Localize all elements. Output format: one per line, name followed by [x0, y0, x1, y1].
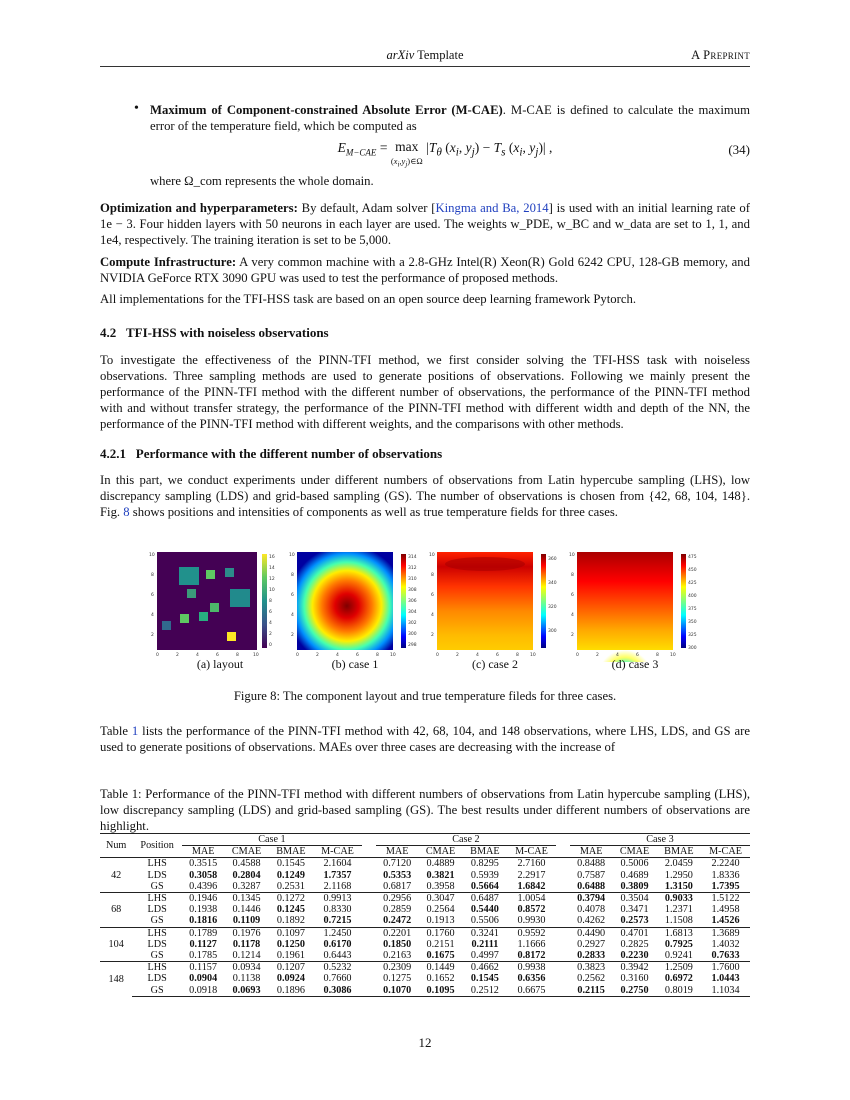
value-cell: 0.2573 [620, 915, 649, 927]
value-cell: 0.2564 [426, 904, 455, 916]
table-row [100, 939, 750, 950]
svg-text:302: 302 [408, 621, 417, 626]
value-cell: 0.1545 [470, 973, 499, 985]
svg-text:12: 12 [269, 577, 275, 582]
value-cell: 1.2371 [664, 904, 693, 916]
value-cell: 0.8330 [323, 904, 352, 916]
svg-text:8: 8 [269, 599, 272, 604]
value-cell: 0.4662 [463, 962, 507, 974]
svg-text:360: 360 [548, 557, 557, 562]
value-cell: 0.6817 [383, 880, 412, 892]
svg-text:6: 6 [151, 593, 154, 598]
value-cell: 0.2472 [383, 915, 412, 927]
value-cell: 0.9592 [507, 927, 556, 939]
value-cell: 0.3047 [418, 893, 462, 905]
value-cell: 2.2240 [701, 858, 750, 870]
value-cell: 0.1109 [232, 915, 261, 927]
position-cell: GS [150, 880, 164, 892]
position-cell: LDS [147, 973, 167, 985]
value-cell: 0.6487 [463, 893, 507, 905]
value-cell: 0.1892 [276, 915, 305, 927]
svg-text:312: 312 [408, 566, 417, 571]
svg-text:10: 10 [530, 653, 536, 658]
implementation-paragraph: All implementations for the TFI-HSS task are based on an open source deep learning framework Pytorch. [100, 292, 637, 306]
value-cell: 1.1666 [517, 938, 546, 950]
table-row [100, 870, 750, 881]
svg-text:4: 4 [269, 621, 272, 626]
svg-text:4: 4 [151, 613, 154, 618]
value-cell: 0.1245 [276, 904, 305, 916]
value-cell: 1.0443 [711, 973, 740, 985]
running-header: arXiv Template [386, 48, 464, 62]
position-cell: LHS [132, 858, 182, 870]
figure-8 [145, 546, 755, 662]
section-4-2-paragraph: To investigate the effectiveness of the PINN-TFI method, we first consider solving the TFI-HSS task with noiseless observations. Three sampling methods are used to generate positions of observations. Following we mainly present the performance of the PINN-TFI method with the different number of observations, the performance of the PINN-TFI method with and without transfer strategy, the performance of the PINN-TFI method with different width and depth of the NN, the performance of the PINN-TFI method with different weights, and the comparisons with other methods. [100, 353, 750, 431]
value-cell: 1.8336 [711, 869, 740, 881]
value-cell: 1.5122 [701, 893, 750, 905]
value-cell: 0.5440 [470, 904, 499, 916]
value-cell: 0.7587 [577, 869, 606, 881]
svg-text:8: 8 [516, 653, 519, 658]
table-row [100, 915, 750, 927]
svg-text:0: 0 [576, 653, 579, 658]
value-cell: 0.6443 [323, 950, 352, 962]
value-cell: 0.8572 [517, 904, 546, 916]
value-cell: 0.2151 [426, 938, 455, 950]
svg-text:0: 0 [296, 653, 299, 658]
svg-text:10: 10 [569, 553, 575, 558]
num-cell: 68 [100, 893, 132, 928]
section-heading-4-2-1: 4.2.1 Performance with the different number of observations [100, 446, 443, 461]
value-cell: 2.0459 [657, 858, 701, 870]
subcaption-b: (b) case 1 [331, 657, 379, 671]
value-cell: 0.2750 [612, 985, 656, 997]
value-cell: 1.7357 [323, 869, 352, 881]
value-cell: 0.2531 [276, 880, 305, 892]
svg-text:425: 425 [688, 581, 697, 586]
panel-layout [157, 552, 267, 650]
value-cell: 2.1168 [323, 880, 352, 892]
value-cell: 0.5006 [612, 858, 656, 870]
value-cell: 0.0924 [276, 973, 305, 985]
value-cell: 1.4958 [711, 904, 740, 916]
table-row [100, 893, 750, 905]
value-cell: 0.1785 [189, 950, 218, 962]
value-cell: 0.3504 [612, 893, 656, 905]
value-cell: 0.3942 [612, 962, 656, 974]
table-row [100, 962, 750, 974]
svg-text:4: 4 [196, 653, 199, 658]
position-cell: LHS [132, 962, 182, 974]
subcaption-a: (a) layout [196, 657, 244, 671]
table-row [100, 985, 750, 997]
value-cell: 1.2509 [657, 962, 701, 974]
col-num: Num [100, 834, 132, 858]
value-cell: 0.1652 [426, 973, 455, 985]
value-cell: 0.1850 [383, 938, 412, 950]
value-cell: 0.0918 [182, 985, 224, 997]
position-cell: LDS [147, 869, 167, 881]
col-position: Position [132, 834, 182, 858]
svg-text:10: 10 [253, 653, 259, 658]
svg-text:16: 16 [269, 555, 275, 560]
value-cell: 0.8488 [570, 858, 612, 870]
value-cell: 0.4689 [620, 869, 649, 881]
value-cell: 0.5939 [470, 869, 499, 881]
citation-link[interactable]: Kingma and Ba, 2014 [435, 201, 549, 215]
value-cell: 0.1976 [224, 927, 268, 939]
value-cell: 0.2163 [383, 950, 412, 962]
value-cell: 1.1508 [664, 915, 693, 927]
value-cell: 0.1249 [276, 869, 305, 881]
value-cell: 0.3809 [620, 880, 649, 892]
value-cell: 0.0693 [224, 985, 268, 997]
value-cell: 0.9033 [657, 893, 701, 905]
table-row [100, 973, 750, 984]
value-cell: 0.8019 [657, 985, 701, 997]
svg-text:300: 300 [688, 646, 697, 651]
value-cell: 0.1816 [189, 915, 218, 927]
results-table: Num Position Case 1 Case 2 Case 3 MAE CMAE BMAE M-CAE MAE CMAE BMAE M-CAE MAE CMAE BMAE M-CAE 42 LHS 0.3515 0.4588 0.1545 2.1604 0.7120 0.4889 0.8295 2.7160 0.8488 0.5006 2.0459 2.2240 LDS 0.3058 0.2804 0.1249 1.7357 0.5353 0.3821 0.5939 2.2917 0.7587 0.4689 1.2950 1.8336 GS 0.4396 0.3287 0.2531 2.1168 0.6817 0.3958 0.5664 1.6842 0.6488 0.3809 1.3150 1.7395 68 LHS 0.1946 0.1345 0.1272 0.9913 0.2956 0.3047 0.6487 1.0054 0.3794 0.3504 0.9033 1.5122 LDS 0.1938 0.1446 0.1245 0.8330 0.2859 0.2564 0.5440 0.8572 0.4078 0.3471 1.2371 1.4958 GS 0.1816 0.1109 0.1892 0.7215 0.2472 0.1913 0.5506 0.9930 0.4262 0.2573 1.1508 1.4526 104 LHS 0.1789 0.1976 0.1097 1.2450 0.2201 0.1760 0.3241 0.9592 0.4490 0.4701 1.6813 1.3689 LDS 0.1127 0.1178 0.1250 0.6170 0.1850 0.2151 0.2111 1.1666 0.2927 0.2825 0.7925 1.4032 GS 0.1785 0.1214 0.1961 0.6443 0.2163 0.1675 0.4997 0.8172 0.2833 0.2230 0.9241 0.7633 148 LHS 0.1157 0.0934 0.1207 0.5232 0.2309 0.1449 0.4662 0.9938 0.3823 0.3942 1.2509 1.7600 LDS 0.0904 0.1138 0.0924 0.7660 0.1275 0.1652 0.1545 0.6356 0.2562 0.3160 0.6972 1.0443 GS 0.0918 0.0693 0.1896 0.3086 0.1070 0.1095 0.2512 0.6675 0.2115 0.2750 0.8019 1.1034 [100, 833, 750, 997]
value-cell: 0.7925 [664, 938, 693, 950]
position-cell: LDS [147, 904, 167, 916]
value-cell: 0.3287 [232, 880, 261, 892]
svg-text:8: 8 [151, 573, 154, 578]
value-cell: 0.0904 [189, 973, 218, 985]
value-cell: 0.2859 [383, 904, 412, 916]
num-cell: 104 [100, 927, 132, 962]
value-cell: 0.7660 [323, 973, 352, 985]
subcaption-c: (c) case 2 [472, 657, 518, 671]
svg-text:4: 4 [571, 613, 574, 618]
svg-text:8: 8 [236, 653, 239, 658]
value-cell: 0.7633 [711, 950, 740, 962]
value-cell: 0.1345 [224, 893, 268, 905]
value-cell: 0.3958 [426, 880, 455, 892]
svg-text:314: 314 [408, 555, 417, 560]
svg-text:450: 450 [688, 568, 697, 573]
value-cell: 0.5664 [470, 880, 499, 892]
value-cell: 0.2201 [376, 927, 418, 939]
table-ref-link[interactable]: 1 [131, 724, 139, 738]
svg-text:2: 2 [596, 653, 599, 658]
svg-text:300: 300 [548, 629, 557, 634]
value-cell: 0.6170 [323, 938, 352, 950]
value-cell: 0.3821 [426, 869, 455, 881]
svg-text:10: 10 [149, 553, 155, 558]
svg-text:8: 8 [291, 573, 294, 578]
section-4-2-1-paragraph: In this part, we conduct experiments under different numbers of observations from Latin hypercube sampling (LHS), low discrepancy sampling (LDS) and grid-based sampling (GS). The number of observations is chosen from {42, 68, 104, 148}. Fig. 8 shows positions and intensities of components as well as true temperature fields for three cases. [100, 473, 750, 519]
value-cell: 1.2950 [664, 869, 693, 881]
value-cell: 0.1214 [232, 950, 261, 962]
value-cell: 0.4078 [577, 904, 606, 916]
value-cell: 0.1138 [232, 973, 261, 985]
value-cell: 0.6675 [507, 985, 556, 997]
value-cell: 0.1760 [418, 927, 462, 939]
svg-text:2: 2 [316, 653, 319, 658]
table-row [100, 927, 750, 939]
value-cell: 0.6488 [577, 880, 606, 892]
value-cell: 0.3515 [182, 858, 224, 870]
value-cell: 0.8172 [517, 950, 546, 962]
svg-text:6: 6 [636, 653, 639, 658]
value-cell: 0.2115 [570, 985, 612, 997]
svg-text:4: 4 [291, 613, 294, 618]
value-cell: 2.1604 [313, 858, 362, 870]
value-cell: 0.4997 [470, 950, 499, 962]
svg-text:4: 4 [616, 653, 619, 658]
subcaption-d: (d) case 3 [611, 657, 659, 671]
value-cell: 0.1446 [232, 904, 261, 916]
svg-text:6: 6 [431, 593, 434, 598]
value-cell: 0.3160 [620, 973, 649, 985]
col-case-2: Case 2 [376, 834, 556, 846]
position-cell: GS [150, 915, 164, 927]
value-cell: 0.1449 [418, 962, 462, 974]
panel-case-1 [297, 552, 406, 650]
value-cell: 0.1207 [269, 962, 313, 974]
value-cell: 0.3471 [620, 904, 649, 916]
value-cell: 2.2917 [517, 869, 546, 881]
svg-text:298: 298 [408, 643, 417, 648]
svg-text:2: 2 [151, 633, 154, 638]
svg-text:2: 2 [456, 653, 459, 658]
svg-text:2: 2 [176, 653, 179, 658]
value-cell: 0.1178 [232, 938, 261, 950]
compute-paragraph: Compute Infrastructure: A very common machine with a 2.8-GHz Intel(R) Xeon(R) Gold 6242 CPU, 128-GB memory, and NVIDIA GeForce RTX 3090 GPU was used to test the performance of proposed methods. [100, 255, 750, 285]
value-cell: 0.5506 [470, 915, 499, 927]
svg-text:304: 304 [408, 610, 417, 615]
value-cell: 0.9938 [507, 962, 556, 974]
svg-text:2: 2 [571, 633, 574, 638]
value-cell: 0.1675 [426, 950, 455, 962]
value-cell: 1.2450 [313, 927, 362, 939]
svg-text:2: 2 [291, 633, 294, 638]
position-cell: LDS [147, 938, 167, 950]
section-heading-4-2: 4.2 TFI-HSS with noiseless observations [100, 325, 329, 340]
svg-text:310: 310 [408, 577, 417, 582]
value-cell: 0.2956 [376, 893, 418, 905]
value-cell: 1.7600 [701, 962, 750, 974]
value-cell: 1.3150 [664, 880, 693, 892]
value-cell: 0.7120 [376, 858, 418, 870]
value-cell: 1.6842 [517, 880, 546, 892]
value-cell: 0.1127 [189, 938, 217, 950]
panel-case-3 [577, 552, 686, 662]
svg-text:325: 325 [688, 633, 697, 638]
value-cell: 0.3823 [570, 962, 612, 974]
svg-text:10: 10 [670, 653, 676, 658]
value-cell: 0.3086 [313, 985, 362, 997]
value-cell: 0.5232 [313, 962, 362, 974]
position-cell: LHS [132, 893, 182, 905]
svg-text:10: 10 [289, 553, 295, 558]
svg-text:0: 0 [156, 653, 159, 658]
svg-text:350: 350 [688, 620, 697, 625]
svg-text:6: 6 [216, 653, 219, 658]
value-cell: 0.3241 [463, 927, 507, 939]
page-number: 12 [418, 1035, 432, 1050]
value-cell: 1.0054 [507, 893, 556, 905]
value-cell: 0.7215 [323, 915, 352, 927]
preprint-label: A Preprint [691, 48, 750, 62]
value-cell: 1.4032 [711, 938, 740, 950]
svg-text:4: 4 [431, 613, 434, 618]
mcae-definition: Maximum of Component-constrained Absolute Error (M-CAE). M-CAE is defined to calculate the maximum error of the temperature field, which be computed as [150, 103, 750, 133]
svg-text:6: 6 [496, 653, 499, 658]
svg-text:306: 306 [408, 599, 417, 604]
value-cell: 0.1250 [276, 938, 305, 950]
value-cell: 0.1275 [383, 973, 412, 985]
value-cell: 0.9241 [664, 950, 693, 962]
svg-text:10: 10 [390, 653, 396, 658]
value-cell: 0.1545 [269, 858, 313, 870]
position-cell: LHS [132, 927, 182, 939]
svg-text:0: 0 [436, 653, 439, 658]
table-row [100, 881, 750, 893]
equation-number: (34) [728, 142, 750, 157]
value-cell: 0.6972 [664, 973, 693, 985]
value-cell: 2.7160 [507, 858, 556, 870]
svg-text:6: 6 [356, 653, 359, 658]
svg-text:2: 2 [431, 633, 434, 638]
value-cell: 1.4526 [711, 915, 740, 927]
value-cell: 0.2825 [620, 938, 649, 950]
value-cell: 0.6356 [517, 973, 546, 985]
svg-text:475: 475 [688, 555, 697, 560]
value-cell: 0.3058 [189, 869, 218, 881]
svg-text:2: 2 [269, 632, 272, 637]
value-cell: 0.8295 [463, 858, 507, 870]
value-cell: 0.4490 [570, 927, 612, 939]
panel-case-2 [437, 552, 546, 650]
num-cell: 148 [100, 962, 132, 997]
table-row [100, 904, 750, 915]
svg-text:8: 8 [376, 653, 379, 658]
value-cell: 0.1789 [182, 927, 224, 939]
figure-caption: Figure 8: The component layout and true temperature fileds for three cases. [233, 689, 617, 703]
bullet-dot: • [134, 101, 139, 116]
value-cell: 0.1095 [418, 985, 462, 997]
value-cell: 1.3689 [701, 927, 750, 939]
value-cell: 1.6813 [657, 927, 701, 939]
value-cell: 0.1961 [276, 950, 305, 962]
value-cell: 0.1946 [182, 893, 224, 905]
svg-text:308: 308 [408, 588, 417, 593]
svg-text:8: 8 [656, 653, 659, 658]
value-cell: 0.5353 [383, 869, 412, 881]
value-cell: 0.2833 [577, 950, 606, 962]
value-cell: 0.1272 [269, 893, 313, 905]
value-cell: 0.9930 [517, 915, 546, 927]
value-cell: 0.2562 [577, 973, 606, 985]
value-cell: 0.9913 [313, 893, 362, 905]
value-cell: 0.4701 [612, 927, 656, 939]
equation-34: $E_{M-CAE} = \max$ $(x_i,y_j)\in\Omega$ $|T_\theta$ ($x_i$, $y_j) - T_s$ ($x_i$, $y_j)|$ , [337, 139, 553, 169]
value-cell: 0.2512 [463, 985, 507, 997]
svg-text:4: 4 [476, 653, 479, 658]
svg-text:400: 400 [688, 594, 697, 599]
value-cell: 0.1938 [189, 904, 218, 916]
value-cell: 0.4588 [224, 858, 268, 870]
value-cell: 0.2230 [620, 950, 649, 962]
table-intro-paragraph: Table 1 lists the performance of the PINN-TFI method with 42, 68, 104, and 148 observations, where LHS, LDS, and GS are used to generate positions of observations. MAEs over three cases are decreasing with the increase of [100, 724, 750, 754]
value-cell: 0.1097 [269, 927, 313, 939]
num-cell: 42 [100, 858, 132, 893]
position-cell: GS [150, 950, 164, 962]
value-cell: 1.1034 [701, 985, 750, 997]
col-case-1: Case 1 [182, 834, 362, 846]
table-caption: Table 1: Performance of the PINN-TFI method with different numbers of observations from Latin hypercube sampling (LHS), low discrepancy sampling (LDS) and grid-based sampling (GS). The best results under different numbers of observations are highlight. [100, 787, 750, 833]
svg-text:10: 10 [269, 588, 275, 593]
value-cell: 0.1070 [376, 985, 418, 997]
svg-text:0: 0 [269, 643, 272, 648]
svg-text:6: 6 [291, 593, 294, 598]
svg-text:340: 340 [548, 581, 557, 586]
svg-text:6: 6 [269, 610, 272, 615]
value-cell: 0.0934 [224, 962, 268, 974]
value-cell: 1.7395 [711, 880, 740, 892]
value-cell: 0.3794 [570, 893, 612, 905]
position-cell: GS [132, 985, 182, 997]
value-cell: 0.4262 [577, 915, 606, 927]
value-cell: 0.4889 [418, 858, 462, 870]
value-cell: 0.2804 [232, 869, 261, 881]
svg-text:8: 8 [571, 573, 574, 578]
svg-text:14: 14 [269, 566, 275, 571]
value-cell: 0.1157 [182, 962, 224, 974]
table-row [100, 950, 750, 962]
optimization-paragraph: Optimization and hyperparameters: By default, Adam solver [Kingma and Ba, 2014] is used with an initial learning rate of 1e − 3. Four hidden layers with 50 neurons in each layer are used. The weights w_PDE, w_BC and w_data are set to 1, 1, and 1e4, respectively. The training iteration is set to be 5,000. [100, 201, 751, 247]
value-cell: 0.4396 [189, 880, 218, 892]
table-row [100, 858, 750, 870]
value-cell: 0.2927 [577, 938, 606, 950]
where-note: where Ω_com represents the whole domain. [150, 174, 374, 188]
svg-text:6: 6 [571, 593, 574, 598]
figure-ref-link[interactable]: 8 [123, 505, 130, 519]
value-cell: 0.1896 [269, 985, 313, 997]
svg-text:300: 300 [408, 632, 417, 637]
svg-text:320: 320 [548, 605, 557, 610]
svg-text:8: 8 [431, 573, 434, 578]
svg-text:375: 375 [688, 607, 697, 612]
svg-text:10: 10 [429, 553, 435, 558]
value-cell: 0.1913 [426, 915, 455, 927]
header-rule [100, 66, 750, 67]
svg-text:4: 4 [336, 653, 339, 658]
value-cell: 0.2111 [471, 938, 499, 950]
value-cell: 0.2309 [376, 962, 418, 974]
col-case-3: Case 3 [570, 834, 750, 846]
